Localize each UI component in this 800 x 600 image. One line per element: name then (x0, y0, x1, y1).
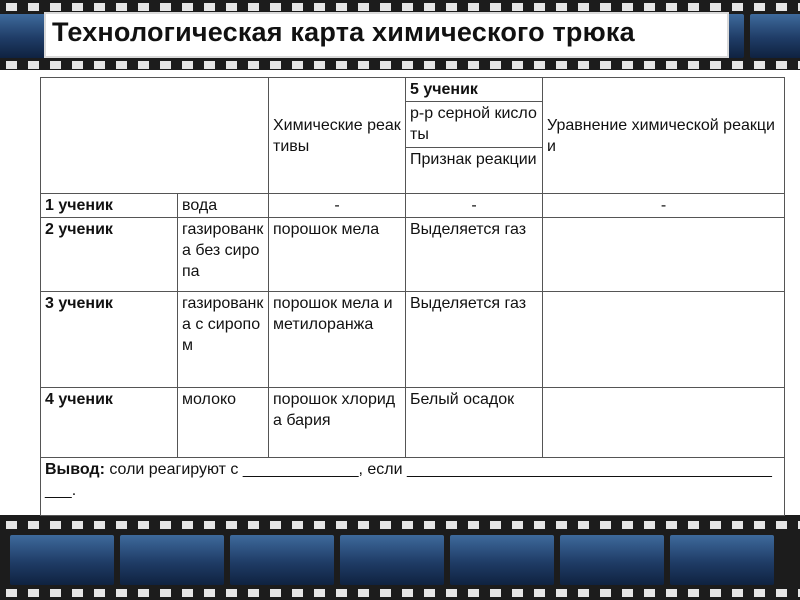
film-frame (10, 535, 114, 585)
student-cell: 4 ученик (41, 388, 178, 458)
student-cell: 2 ученик (41, 218, 178, 292)
table-row (41, 388, 785, 458)
conclusion-cell (41, 458, 785, 516)
table-row (41, 194, 785, 218)
header-row (41, 78, 785, 102)
header-empty-cell (41, 78, 269, 194)
conclusion-text: соли реагируют с _____________, если ____________________________________________. (45, 461, 772, 499)
film-frame (340, 535, 444, 585)
conclusion-row (41, 458, 785, 516)
header-reagents: Химические реактивы (269, 78, 406, 194)
header-sign: Признак реакции (406, 148, 543, 194)
substance-cell: газированка с сиропом (178, 292, 269, 388)
header-acid: р-р серной кислоты (406, 102, 543, 148)
reagent-cell: порошок мела и метилоранжа (269, 292, 406, 388)
film-frames-bottom (10, 535, 800, 585)
film-frame (750, 14, 800, 58)
reagent-cell: порошок мела (269, 218, 406, 292)
conclusion-label: Вывод: (45, 461, 105, 478)
sign-cell: Белый осадок (406, 388, 543, 458)
tech-map-table (40, 77, 785, 516)
equation-cell (543, 218, 785, 292)
sprocket-holes-bottom (0, 521, 800, 529)
film-frame (120, 535, 224, 585)
student-cell: 3 ученик (41, 292, 178, 388)
sign-cell: Выделяется газ (406, 292, 543, 388)
sprocket-holes-top (0, 3, 800, 11)
sign-cell: Выделяется газ (406, 218, 543, 292)
film-frame (450, 535, 554, 585)
student-cell: 1 ученик (41, 194, 178, 218)
sprocket-holes-top-lower (0, 61, 800, 69)
page-title: Технологическая карта химического трюка (52, 17, 635, 47)
header-student-5: 5 ученик (406, 78, 543, 102)
film-frame (560, 535, 664, 585)
reagent-cell: - (269, 194, 406, 218)
film-strip-bottom (0, 515, 800, 600)
film-frame (670, 535, 774, 585)
sprocket-holes-bottom-lower (0, 589, 800, 597)
equation-cell (543, 292, 785, 388)
reagent-cell: порошок хлорида бария (269, 388, 406, 458)
sign-cell: - (406, 194, 543, 218)
table-row (41, 292, 785, 388)
table-row (41, 218, 785, 292)
header-equation: Уравнение химической реакции (543, 78, 785, 194)
equation-cell: - (543, 194, 785, 218)
film-frame (230, 535, 334, 585)
substance-cell: молоко (178, 388, 269, 458)
substance-cell: вода (178, 194, 269, 218)
equation-cell (543, 388, 785, 458)
substance-cell: газированка без сиропа (178, 218, 269, 292)
